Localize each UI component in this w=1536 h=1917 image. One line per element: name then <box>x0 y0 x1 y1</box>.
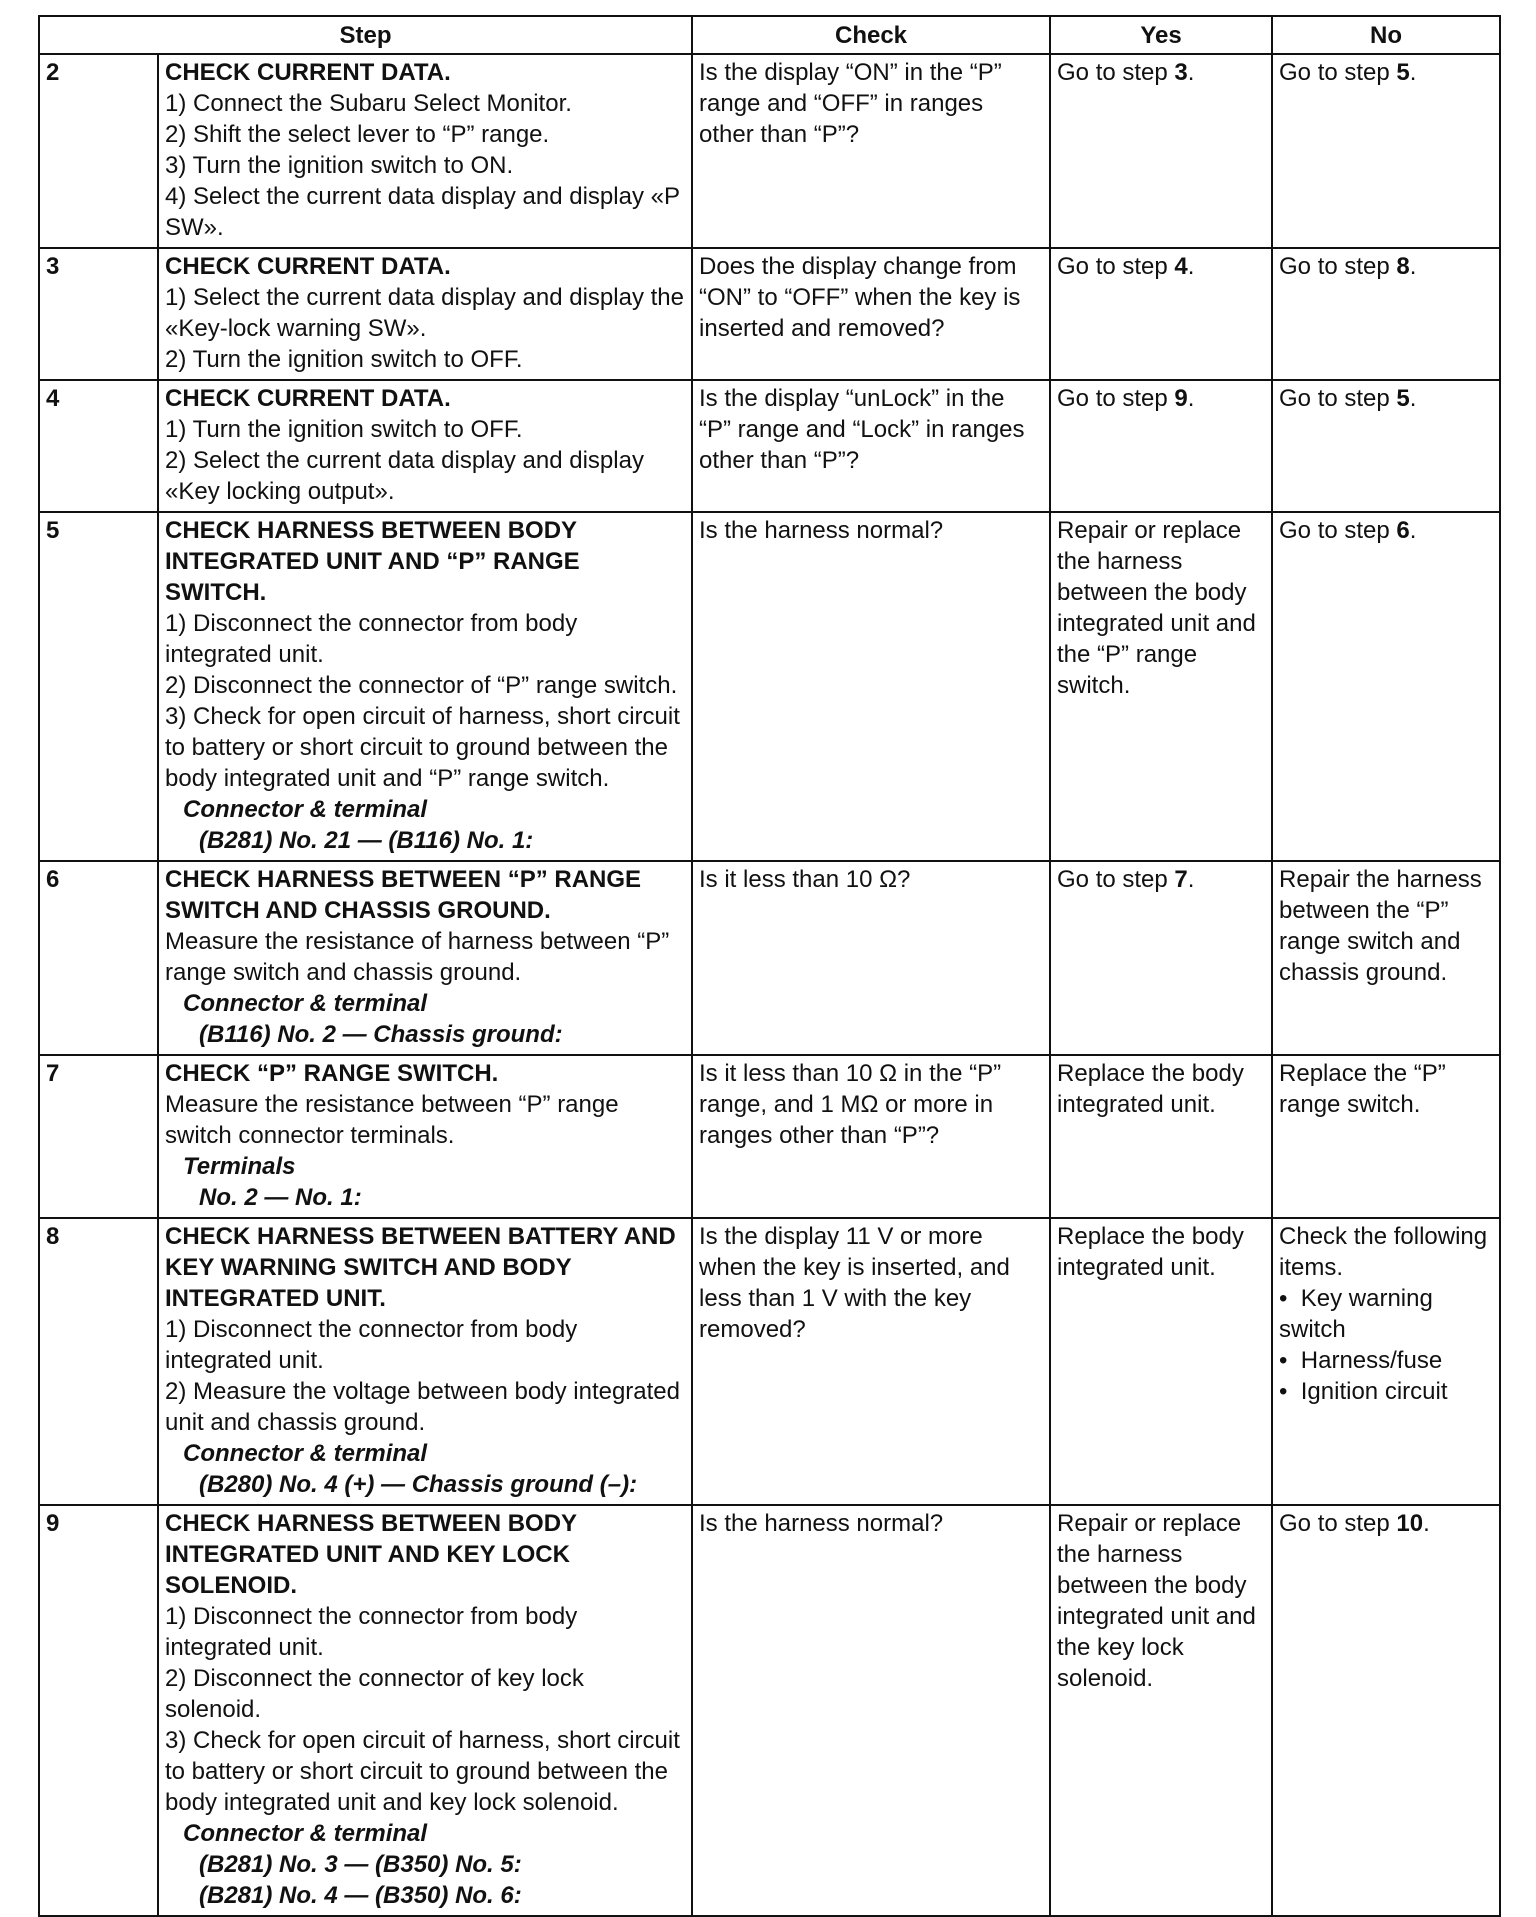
yes-end: . <box>1187 385 1195 412</box>
table-row <box>39 1218 1500 1505</box>
no-step-ref: 8 <box>1396 253 1410 280</box>
step-procedure <box>158 1055 692 1218</box>
yes-text: Go to step <box>1057 59 1175 86</box>
terminal-spec: (B281) No. 3 — (B350) No. 5: <box>199 1851 522 1878</box>
no-text: Replace the “P” range switch. <box>1279 1060 1446 1118</box>
step-procedure <box>158 54 692 248</box>
step-instruction: 2) Measure the voltage between body integrated unit and chassis ground. <box>165 1378 681 1436</box>
yes-step-ref: 3 <box>1174 59 1188 86</box>
step-procedure <box>158 1505 692 1916</box>
no-step-ref: 5 <box>1396 59 1410 86</box>
step-title: CHECK CURRENT DATA. <box>165 385 451 412</box>
check-question: Is the display “ON” in the “P” range and “OFF” in ranges other than “P”? <box>692 54 1050 248</box>
yes-text: Repair or replace the harness between the body integrated unit and the key lock solenoid. <box>1057 1510 1256 1692</box>
table-row <box>39 861 1500 1055</box>
step-number: 7 <box>39 1055 158 1218</box>
step-number: 5 <box>39 512 158 861</box>
table-row <box>39 1055 1500 1218</box>
yes-text: Replace the body integrated unit. <box>1057 1060 1244 1118</box>
no-bullet-item: • Harness/fuse <box>1279 1345 1493 1376</box>
terminal-spec: (B116) No. 2 — Chassis ground: <box>199 1021 563 1048</box>
yes-step-ref: 4 <box>1174 253 1188 280</box>
step-instruction: 3) Check for open circuit of harness, short circuit to battery or short circuit to ground between the body integrated unit and “P” range switch. <box>165 703 680 792</box>
step-instruction: 2) Select the current data display and display «Key locking output». <box>165 447 644 505</box>
step-instruction: 1) Select the current data display and display the «Key-lock warning SW». <box>165 284 684 342</box>
yes-action <box>1050 1505 1272 1916</box>
check-question: Is the harness normal? <box>692 1505 1050 1916</box>
table-header-row <box>39 16 1500 54</box>
check-question: Is it less than 10 Ω in the “P” range, and 1 MΩ or more in ranges other than “P”? <box>692 1055 1050 1218</box>
no-end: . <box>1423 1510 1430 1537</box>
no-action <box>1272 380 1500 512</box>
diagnostic-procedure-table <box>38 15 1501 1917</box>
yes-step-ref: 9 <box>1174 385 1188 412</box>
terminal-heading: Connector & terminal <box>183 990 428 1017</box>
step-instruction: 1) Disconnect the connector from body integrated unit. <box>165 610 578 668</box>
terminal-heading: Connector & terminal <box>183 796 428 823</box>
no-text: Go to step <box>1279 385 1397 412</box>
step-procedure <box>158 512 692 861</box>
header-yes: Yes <box>1050 16 1272 54</box>
terminal-spec: No. 2 — No. 1: <box>199 1184 362 1211</box>
step-title: CHECK CURRENT DATA. <box>165 59 451 86</box>
step-instruction: 1) Disconnect the connector from body integrated unit. <box>165 1316 578 1374</box>
table-row <box>39 512 1500 861</box>
step-instruction: Measure the resistance of harness between “P” range switch and chassis ground. <box>165 928 670 986</box>
step-title: CHECK HARNESS BETWEEN BODY INTEGRATED UNIT AND KEY LOCK SOLENOID. <box>165 1510 577 1599</box>
step-procedure <box>158 248 692 380</box>
step-procedure <box>158 1218 692 1505</box>
no-step-ref: 10 <box>1396 1510 1424 1537</box>
table-row <box>39 1505 1500 1916</box>
no-action <box>1272 248 1500 380</box>
step-instruction: 1) Turn the ignition switch to OFF. <box>165 416 523 443</box>
no-end: . <box>1409 385 1417 412</box>
terminal-spec: (B281) No. 4 — (B350) No. 6: <box>199 1882 522 1909</box>
no-end: . <box>1409 59 1417 86</box>
check-question: Is the harness normal? <box>692 512 1050 861</box>
table-body <box>39 54 1500 1916</box>
terminal-spec: (B280) No. 4 (+) — Chassis ground (–): <box>199 1471 638 1498</box>
step-title: CHECK “P” RANGE SWITCH. <box>165 1060 499 1087</box>
yes-action <box>1050 1055 1272 1218</box>
step-instruction: 2) Disconnect the connector of “P” range switch. <box>165 672 678 699</box>
step-number: 6 <box>39 861 158 1055</box>
yes-end: . <box>1187 866 1195 893</box>
terminal-heading: Connector & terminal <box>183 1820 428 1847</box>
no-action <box>1272 1218 1500 1505</box>
header-step: Step <box>39 16 692 54</box>
step-title: CHECK HARNESS BETWEEN “P” RANGE SWITCH AND CHASSIS GROUND. <box>165 866 642 924</box>
no-action <box>1272 1055 1500 1218</box>
step-title: CHECK HARNESS BETWEEN BODY INTEGRATED UNIT AND “P” RANGE SWITCH. <box>165 517 580 606</box>
step-procedure <box>158 861 692 1055</box>
yes-action <box>1050 512 1272 861</box>
step-procedure <box>158 380 692 512</box>
step-instruction: 2) Turn the ignition switch to OFF. <box>165 346 523 373</box>
no-text: Go to step <box>1279 1510 1397 1537</box>
step-instruction: 2) Disconnect the connector of key lock solenoid. <box>165 1665 584 1723</box>
yes-text: Go to step <box>1057 253 1175 280</box>
no-step-ref: 5 <box>1396 385 1410 412</box>
no-action <box>1272 861 1500 1055</box>
no-text: Go to step <box>1279 253 1397 280</box>
step-instruction: 1) Disconnect the connector from body integrated unit. <box>165 1603 578 1661</box>
no-bullet-item: • Key warning switch <box>1279 1283 1493 1345</box>
no-bullet-item: • Ignition circuit <box>1279 1376 1493 1407</box>
table-row <box>39 54 1500 248</box>
step-instruction: 1) Connect the Subaru Select Monitor. <box>165 90 572 117</box>
yes-text: Go to step <box>1057 866 1175 893</box>
yes-action <box>1050 380 1272 512</box>
terminal-heading: Connector & terminal <box>183 1440 428 1467</box>
yes-end: . <box>1187 59 1195 86</box>
no-action <box>1272 54 1500 248</box>
step-instruction: Measure the resistance between “P” range switch connector terminals. <box>165 1091 619 1149</box>
check-question: Is the display 11 V or more when the key is inserted, and less than 1 V with the key removed? <box>692 1218 1050 1505</box>
terminal-spec: (B281) No. 21 — (B116) No. 1: <box>199 827 534 854</box>
step-title: CHECK CURRENT DATA. <box>165 253 451 280</box>
no-end: . <box>1409 253 1417 280</box>
step-number: 4 <box>39 380 158 512</box>
step-instruction: 3) Turn the ignition switch to ON. <box>165 152 514 179</box>
no-text: Go to step <box>1279 59 1397 86</box>
header-check: Check <box>692 16 1050 54</box>
no-end: . <box>1409 517 1417 544</box>
no-step-ref: 6 <box>1396 517 1410 544</box>
no-text: Go to step <box>1279 517 1397 544</box>
step-instruction: 2) Shift the select lever to “P” range. <box>165 121 550 148</box>
no-action <box>1272 1505 1500 1916</box>
yes-action <box>1050 54 1272 248</box>
yes-text: Go to step <box>1057 385 1175 412</box>
no-text: Check the following items. <box>1279 1223 1488 1281</box>
check-question: Is the display “unLock” in the “P” range and “Lock” in ranges other than “P”? <box>692 380 1050 512</box>
terminal-heading: Terminals <box>183 1153 296 1180</box>
check-question: Is it less than 10 Ω? <box>692 861 1050 1055</box>
step-number: 9 <box>39 1505 158 1916</box>
step-title: CHECK HARNESS BETWEEN BATTERY AND KEY WARNING SWITCH AND BODY INTEGRATED UNIT. <box>165 1223 676 1312</box>
no-text: Repair the harness between the “P” range switch and chassis ground. <box>1279 866 1482 986</box>
step-instruction: 4) Select the current data display and display «P SW». <box>165 183 680 241</box>
yes-text: Replace the body integrated unit. <box>1057 1223 1244 1281</box>
yes-end: . <box>1187 253 1195 280</box>
step-number: 3 <box>39 248 158 380</box>
yes-text: Repair or replace the harness between the body integrated unit and the “P” range switch. <box>1057 517 1256 699</box>
yes-action <box>1050 861 1272 1055</box>
check-question: Does the display change from “ON” to “OFF” when the key is inserted and removed? <box>692 248 1050 380</box>
step-instruction: 3) Check for open circuit of harness, short circuit to battery or short circuit to ground between the body integrated unit and key lock solenoid. <box>165 1727 680 1816</box>
step-number: 2 <box>39 54 158 248</box>
yes-action <box>1050 248 1272 380</box>
step-number: 8 <box>39 1218 158 1505</box>
table-row <box>39 380 1500 512</box>
yes-action <box>1050 1218 1272 1505</box>
header-no: No <box>1272 16 1500 54</box>
table-row <box>39 248 1500 380</box>
no-action <box>1272 512 1500 861</box>
yes-step-ref: 7 <box>1174 866 1188 893</box>
